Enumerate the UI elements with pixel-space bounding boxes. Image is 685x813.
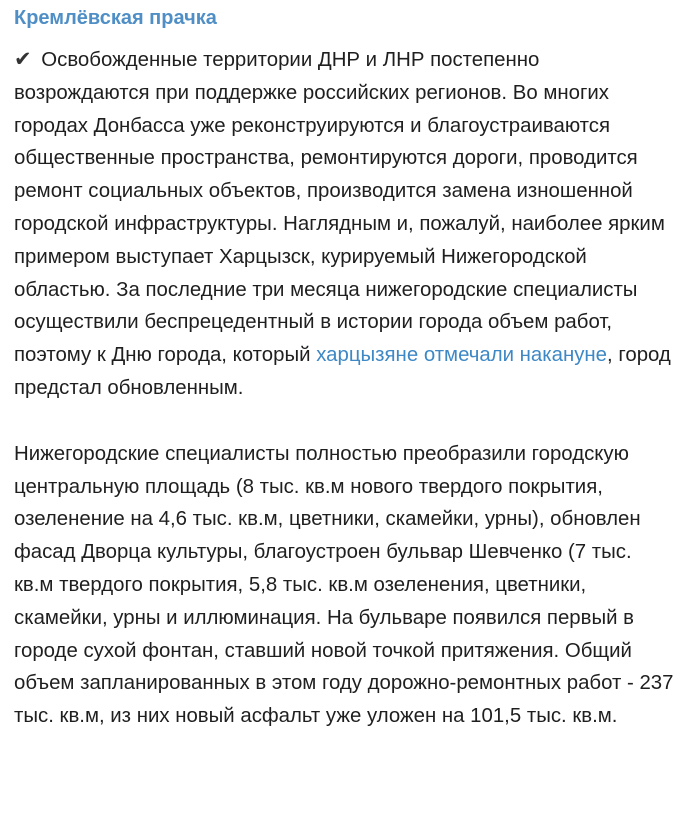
post-paragraph-1 [14,44,675,405]
check-mark-icon: ✔ [14,48,32,71]
paragraph-1-text: Освобожденные территории ДНР и ЛНР постепенно возрождаются при поддержке российских регионов. Во многих городах Донбасса уже реконструируются и благоустраиваются общественные пространства, ремонтируются дороги, проводится ремонт социальных объектов, производится замена изношенной городской инфраструктуры. Наглядным и, пожалуй, наиболее ярким примером выступает Харцызск, курируемый Нижегородской областью. За последние три месяца нижегородские специалисты осуществили беспрецедентный в истории города объем работ, поэтому к Дню города, который [14,49,665,367]
channel-name-link[interactable]: Кремлёвская прачка [14,7,217,29]
paragraph-1-tail: , город предстал обновленным. [14,344,671,399]
post-paragraph-2: Нижегородские специалисты полностью преобразили городскую центральную площадь (8 тыс. кв.м нового твердого покрытия, озеленение на 4,6 тыс. кв.м, цветники, скамейки, урны), обновлен фасад Дворца культуры, благоустроен бульвар Шевченко (7 тыс. кв.м твердого покрытия, 5,8 тыс. кв.м озеленения, цветники, скамейки, урны и иллюминация. На бульваре появился первый в городе сухой фонтан, ставший новой точкой притяжения. Общий объем запланированных в этом году дорожно-ремонтных работ - 237 тыс. кв.м, из них новый асфальт уже уложен на 101,5 тыс. кв.м. [14,442,674,728]
kharcyzsk-day-link[interactable]: харцызяне отмечали накануне [316,344,608,367]
